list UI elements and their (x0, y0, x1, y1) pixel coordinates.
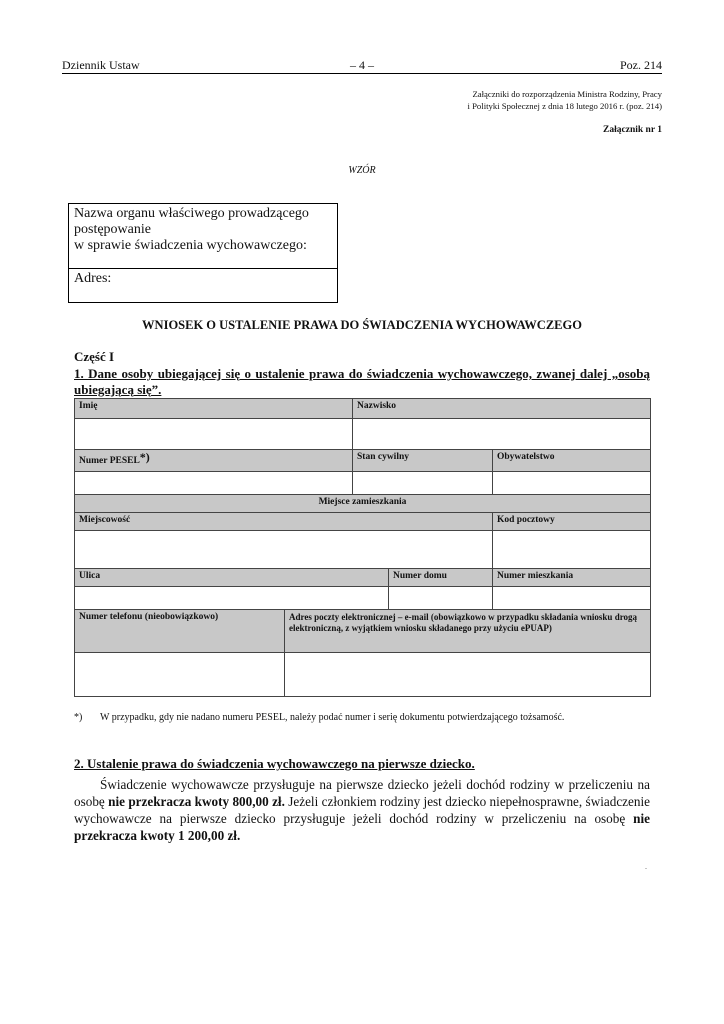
street-label: Ulica (75, 569, 389, 587)
citizenship-field[interactable] (493, 472, 651, 495)
annex-line-1: Załączniki do rozporządzenia Ministra Rodziny, Pracy (472, 89, 662, 99)
threshold-800: nie przekracza kwoty 800,00 zł. (108, 794, 285, 809)
authority-line-3: w sprawie świadczenia wychowawczego: (74, 238, 307, 253)
part-label: Część I (74, 349, 115, 364)
pesel-label: Numer PESEL*) (75, 450, 353, 472)
last-name-label: Nazwisko (353, 399, 651, 419)
stray-mark: . (645, 862, 647, 871)
page-number: – 4 – (350, 58, 374, 72)
journal-name: Dziennik Ustaw (62, 58, 140, 72)
postal-code-label: Kod pocztowy (493, 513, 651, 531)
footnote-mark: *) (74, 712, 83, 723)
applicant-data-form (74, 398, 651, 697)
apartment-number-field[interactable] (493, 587, 651, 610)
phone-label: Numer telefonu (nieobowiązkowo) (75, 610, 285, 653)
section-1-heading: 1. Dane osoby ubiegającej się o ustalenie prawa do świadczenia wychowawczego, zwanej dalej „osobą ubiegającą się”. (74, 366, 650, 397)
residence-heading: Miejsce zamieszkania (75, 495, 651, 513)
city-label: Miejscowość (75, 513, 493, 531)
house-number-field[interactable] (389, 587, 493, 610)
phone-field[interactable] (75, 653, 285, 697)
document-title: WNIOSEK O USTALENIE PRAWA DO ŚWIADCZENIA WYCHOWAWCZEGO (142, 318, 582, 332)
email-field[interactable] (285, 653, 651, 697)
footnote-text: W przypadku, gdy nie nadano numeru PESEL, należy podać numer i serię dokumentu potwierdzającego tożsamość. (100, 712, 565, 723)
template-label: WZÓR (348, 165, 376, 176)
city-field[interactable] (75, 531, 493, 569)
annex-label: Załącznik nr 1 (603, 125, 662, 135)
header-rule (62, 73, 662, 74)
authority-line-2: postępowanie (74, 222, 151, 237)
street-field[interactable] (75, 587, 389, 610)
section-2-heading: 2. Ustalenie prawa do świadczenia wychowawczego na pierwsze dziecko. (74, 756, 475, 771)
authority-name-cell[interactable] (69, 204, 337, 269)
authority-box (68, 203, 338, 303)
section-2-paragraph: Świadczenie wychowawcze przysługuje na pierwsze dziecko jeżeli dochód rodziny w przeliczeniu na osobę nie przekracza kwoty 800,00 zł. Jeżeli członkiem rodziny jest dziecko niepełnosprawne, świadczenie wychowawcze na pierwsze dziecko przysługuje jeżeli dochód rodziny w przeliczeniu na osobę nie przekracza kwoty 1 200,00 zł. (74, 777, 650, 843)
first-name-label: Imię (75, 399, 353, 419)
threshold-1200: nie przekracza kwoty 1 200,00 zł. (74, 811, 650, 843)
marital-status-field[interactable] (353, 472, 493, 495)
house-number-label: Numer domu (389, 569, 493, 587)
marital-status-label: Stan cywilny (353, 450, 493, 472)
apartment-number-label: Numer mieszkania (493, 569, 651, 587)
postal-code-field[interactable] (493, 531, 651, 569)
position-number: Poz. 214 (620, 58, 662, 72)
annex-line-2: i Polityki Społecznej z dnia 18 lutego 2016 r. (poz. 214) (467, 101, 662, 111)
email-label: Adres poczty elektronicznej – e-mail (obowiązkowo w przypadku składania wniosku drogą elektroniczną, z wyjątkiem wniosku składanego przy użyciu ePUAP) (285, 610, 651, 653)
authority-address-label: Adres: (74, 271, 112, 286)
first-name-field[interactable] (75, 419, 353, 450)
citizenship-label: Obywatelstwo (493, 450, 651, 472)
authority-line-1: Nazwa organu właściwego prowadzącego (74, 206, 309, 221)
pesel-field[interactable] (75, 472, 353, 495)
last-name-field[interactable] (353, 419, 651, 450)
pesel-footnote-mark: *) (139, 450, 150, 464)
